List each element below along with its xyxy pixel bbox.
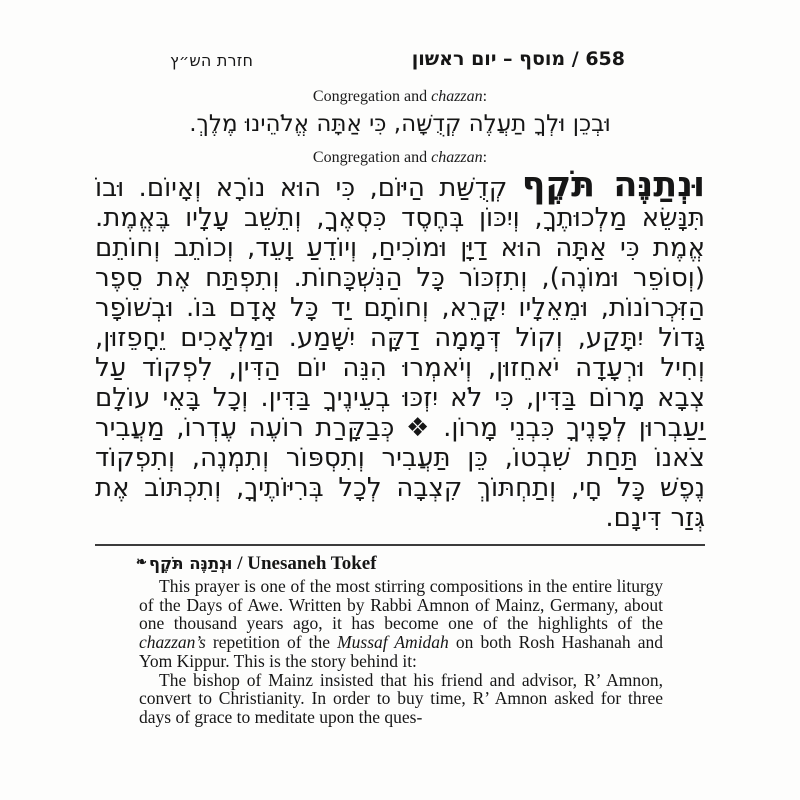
commentary-paragraph	[139, 577, 663, 671]
commentary-text: This prayer is one of the most stirring compositions in the entire liturgy of the Days of Awe. Written by Rabbi Amnon of Mainz, Germany, about one thousand years ago, it has become one of the highlights of the	[139, 576, 663, 634]
section-divider	[95, 544, 705, 546]
page-number-section-title: 658 / מוסף – יום ראשון	[411, 48, 625, 70]
rubric-colon: :	[482, 88, 488, 105]
commentary-text: The bishop of Mainz insisted that his friend and advisor, R’ Amnon, convert to Christianity. In order to buy time, R’ Amnon asked for three days of grace to meditate upon the ques-	[139, 669, 663, 727]
commentary-title	[136, 553, 377, 575]
prayer-opening-words: וּנְתַנֶּה תֹּקֶף	[521, 165, 706, 205]
rubric-colon: :	[482, 149, 488, 166]
unesaneh-tokef-prayer	[95, 165, 706, 533]
rubric-congregation-chazzan	[0, 88, 800, 106]
commentary-title-separator: /	[232, 553, 248, 574]
rubric-text: Congregation and	[312, 149, 432, 166]
leaf-ornament-icon: ❧	[136, 554, 147, 569]
commentary-title-english: Unesaneh Tokef	[247, 553, 377, 574]
page-header	[0, 48, 800, 74]
prayer-body-text: קְדֻשַּׁת הַיּוֹם, כִּי הוּא נוֹרָא וְאָיוֹם. וּבוֹ תִּנָּשֵׂא מַלְכוּתֶךָ, וְיִכּוֹן בְּחֶסֶד כִּסְאֶךָ, וְתֵשֵׁב עָלָיו בֶּאֱמֶת. אֱמֶת כִּי אַתָּה הוּא דַיָּן וּמוֹכִיחַ, וְיוֹדֵעַ וָעֵד, וְכוֹתֵב וְחוֹתֵם (וְסוֹפֵר וּמוֹנֶה), וְתִזְכּוֹר כָּל הַנִּשְׁכָּחוֹת. וְתִפְתַּח אֶת סֵפֶר הַזִּכְרוֹנוֹת, וּמֵאֵלָיו יִקָּרֵא, וְחוֹתָם יַד כָּל אָדָם בּוֹ. וּבְשׁוֹפָר גָּדוֹל יִתָּקַע, וְקוֹל דְּמָמָה דַקָּה יִשָּׁמַע. וּמַלְאָכִים יֵחָפֵזוּן, וְחִיל וּרְעָדָה יֹאחֵזוּן, וְיֹאמְרוּ הִנֵּה יוֹם הַדִּין, לִפְקוֹד עַל צְבָא מָרוֹם בַּדִּין, כִּי לֹא יִזְכּוּ בְעֵינֶיךָ בַּדִּין. וְכָל בָּאֵי עוֹלָם יַעַבְרוּן לְפָנֶיךָ כִּבְנֵי מָרוֹן. ❖ כְּבַקָּרַת רוֹעֶה עֶדְרוֹ, מַעֲבִיר צֹאנוֹ תַּחַת שִׁבְטוֹ, כֵּן תַּעֲבִיר וְתִסְפּוֹר וְתִמְנֶה, וְתִפְקוֹד נֶפֶשׁ כָּל חָי, וְתַחְתּוֹךְ קִצְבָה לְכָל בְּרִיּוֹתֶיךָ, וְתִכְתּוֹב אֶת גְּזַר דִּינָם.	[95, 173, 705, 533]
rubric-text: Congregation and	[312, 88, 432, 105]
rubric-chazzan-italic: chazzan	[431, 149, 483, 166]
running-head-chazaras-hashatz: חזרת הש״ץ	[170, 51, 254, 70]
commentary-body	[139, 577, 663, 727]
commentary-paragraph	[139, 671, 663, 727]
commentary-title-hebrew: וּנְתַנֶּה תֹּקֶף	[148, 554, 233, 573]
kedushah-intro-line: וּבְכֵן וּלְךָ תַעֲלֶה קְדֻשָּׁה, כִּי אַתָּה אֱלֹהֵינוּ מֶלֶךְ.	[189, 111, 611, 137]
commentary-text: on both Rosh Hashanah and Yom Kippur. This is the story behind it:	[139, 632, 663, 671]
commentary-italic-chazzans: chazzan’s	[139, 632, 206, 653]
rubric-chazzan-italic: chazzan	[431, 88, 483, 105]
commentary-italic-mussaf-amidah: Mussaf Amidah	[337, 632, 449, 653]
commentary-text: repetition of the	[205, 632, 338, 653]
